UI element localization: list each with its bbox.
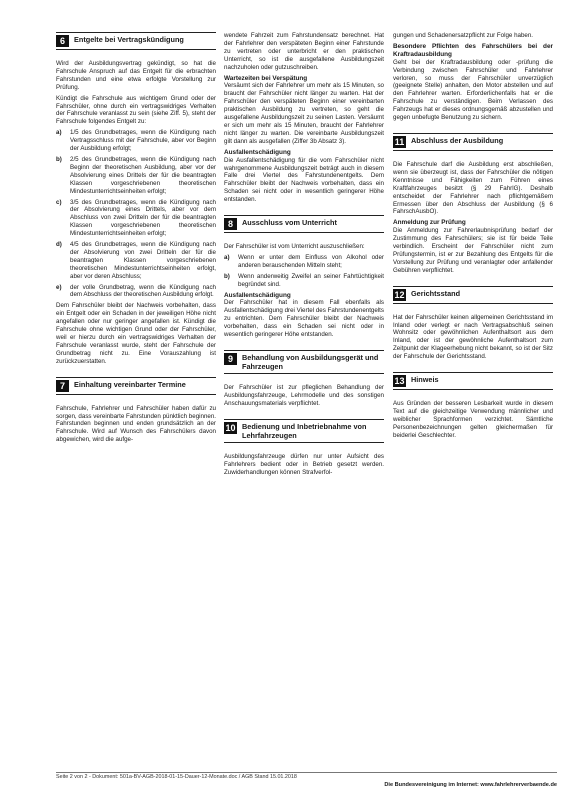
subheading: Ausfallentschädigung — [224, 148, 291, 156]
column-2 — [224, 32, 384, 479]
subheading: Ausfallentschädigung — [224, 291, 291, 299]
document-body — [56, 32, 557, 767]
list-text: der volle Grundbetrag, wenn die Kündigung nach dem Abschluss der theoretischen Ausbildung erfolgt. — [70, 283, 216, 299]
section-number: 9 — [224, 353, 237, 365]
section-number: 7 — [56, 380, 69, 392]
section-9-header — [224, 350, 384, 374]
paragraph: Ausbildungsfahrzeuge dürfen nur unter Aufsicht des Fahrlehrers bedient oder in Betrieb gesetzt werden. Zuwiderhandlungen können Strafverfol- — [224, 452, 384, 476]
list-item — [56, 156, 216, 196]
list-label: a) — [56, 129, 62, 137]
list-text: 1/5 des Grundbetrages, wenn die Kündigung nach Vertragsschluss mit der Fahrschule, aber vor Beginn der Ausbildung erfolgt; — [70, 129, 216, 153]
column-3 — [393, 32, 553, 443]
section-12-header — [393, 286, 553, 304]
paragraph: Fahrschule, Fahrlehrer und Fahrschüler haben dafür zu sorgen, dass vereinbarte Fahrstunden pünktlich beginnen. Fahrstunden beginnen und enden grundsätzlich an der Fahrschule. Wird auf Wunsch des Fahrschülers davon abgewichen, wird die aufge- — [56, 404, 216, 444]
list-label: b) — [224, 272, 230, 280]
list-text: 2/5 des Grundbetrages, wenn die Kündigung nach Beginn der theoretischen Ausbildung, aber vor der Absolvierung eines Drittels der für die beantragten Klassen vorgeschriebenen theoretischen Mindestunterrichtseinheiten erfolgt; — [70, 155, 216, 195]
section-title: Behandlung von Ausbildungsgerät und Fahrzeugen — [242, 353, 379, 371]
list-item — [56, 129, 216, 153]
list-text: 4/5 des Grundbetrages, wenn die Kündigung nach der Absolvierung von zwei Dritteln der für die beantragten Klassen vorgeschriebenen theoretischen Mindestunterrichtseinheiten erfolgt, aber vor deren Abschluss; — [70, 241, 216, 280]
paragraph: Der Fahrschüler hat in diesem Fall ebenfalls als Ausfallentschädigung drei Viertel des Fahrstundenentgelts zu entrichten. Dem Fahrschüler bleibt der Nachweis vorbehalten, dass ein Schaden sei nicht oder in wesentlich geringerer Höhe entstanden. — [224, 299, 384, 339]
document-reference: Seite 2 von 2 - Dokument: 501a-BV-AGB-2018-01-15-Dauer-12-Monate.doc / AGB Stand 15.01.2018 — [56, 774, 297, 780]
list-label: a) — [224, 253, 230, 261]
paragraph: Die Fahrschule darf die Ausbildung erst abschließen, wenn sie überzeugt ist, dass der Fahrschüler die nötigen Kenntnisse und Fähigkeiten zum Führen eines Kraftfahrzeuges besitzt (§ 29 FahrlG). Deshalb entscheidet der Fahrlehrer nach pflichtgemäßem Ermessen über den Abschluss der Ausbildung (§ 6 FahrschAusbO). — [393, 160, 553, 216]
section-11-header — [393, 133, 553, 151]
list-item — [224, 254, 384, 270]
paragraph: wendete Fahrzeit zum Fahrstundensatz berechnet. Hat der Fahrlehrer den verspäteten Beginn einer Fahrstunde zu vertreten oder unterbricht er den praktischen Unterricht, so ist die ausgefallene Ausbildungszeit nachzuholen oder gutzuschreiben. — [224, 32, 384, 71]
paragraph: Der Fahrschüler ist zur pfleglichen Behandlung der Ausbildungsfahrzeuge, Lehrmodelle und des sonstigen Anschauungsmaterials verpflichtet. — [224, 384, 384, 407]
paragraph: Dem Fahrschüler bleibt der Nachweis vorbehalten, dass ein Entgelt oder ein Schaden in der jeweiligen Höhe nicht angefallen oder nur geringer angefallen ist. Kündigt die Fahrschule ohne wichtigen Grund oder der Fahrschüler, weil er hierzu durch ein vertragswidriges Verhalten der Fahrschule veranlasst wurde, steht der Fahrschule der Grundbetrag nicht zu. Eine Vorauszahlung ist zurückzuerstatten. — [56, 302, 216, 365]
list-text: 3/5 des Grundbetrages, wenn die Kündigung nach der Absolvierung eines Drittels, aber vor dem Abschluss von zwei Dritteln der für die beantragten Klassen vorgeschriebenen theoretischen Mindestunterrichtseinheiten erfolgt; — [70, 198, 216, 238]
section-7-header — [56, 377, 216, 395]
paragraph: Die Ausfallentschädigung für die vom Fahrschüler nicht wahrgenommene Ausbildungszeit beträgt auch in diesem Falle drei Viertel des Fahrstundenentgelts. Dem Fahrschüler bleibt der Nachweis vorbehalten, dass ein Schaden sei nicht oder in wesentlich geringerer Höhe entstanden. — [224, 156, 384, 204]
section-6-header — [56, 32, 216, 50]
section-title: Ausschluss vom Unterricht — [242, 218, 337, 228]
subheading: Anmeldung zur Prüfung — [393, 219, 466, 227]
list-item — [56, 241, 216, 281]
list-label: c) — [56, 198, 62, 206]
list-text: Wenn er unter dem Einfluss von Alkohol oder anderen berauschenden Mitteln steht; — [238, 253, 384, 269]
column-1 — [56, 32, 216, 447]
section-title: Abschluss der Ausbildung — [411, 135, 504, 145]
paragraph: Versäumt sich der Fahrlehrer um mehr als 15 Minuten, so braucht der Fahrschüler nicht länger zu warten. Hat der Fahrschüler den verspäteten Beginn einer vereinbarten praktischen Ausbildung zu vertreten, so geht die ausgefallene Ausbildungszeit zu seinen Lasten. Versäumt er sich um mehr als 15 Minuten, braucht der Fahrlehrer nicht länger zu warten. Die vereinbarte Ausbildungszeit gilt dann als ausgefallen (Ziffer 3b Absatz 3). — [224, 82, 384, 145]
paragraph: Aus Gründen der besseren Lesbarkeit wurde in diesem Text auf die gleichzeitige Verwendung männlicher und weiblicher Sprachformen verzichtet. Sämtliche Personenbezeichnungen gelten gleichermaßen für beiderlei Geschlechter. — [393, 400, 553, 439]
paragraph: Wird der Ausbildungsvertrag gekündigt, so hat die Fahrschule Anspruch auf das Entgelt für die erbrachten Fahrstunden und eine etwa erfolgte Vorstellung zur Prüfung. — [56, 60, 216, 91]
list-item — [56, 284, 216, 300]
section-number: 6 — [56, 35, 69, 47]
list-label: b) — [56, 155, 62, 163]
section-title: Hinweis — [411, 375, 439, 385]
section-8-header — [224, 215, 384, 233]
paragraph: Die Anmeldung zur Fahrerlaubnisprüfung bedarf der Zustimmung des Fahrschülers; sie ist für beide Teile verbindlich. Erscheint der Fahrschüler nicht zum Prüfungstermin, ist er zur Bezahlung des Entgelts für die Vorstellung zur Prüfung und veranlagter oder anfallender Gebühren verpflichtet. — [393, 227, 553, 274]
subheading: Wartezeiten bei Verspätung — [224, 74, 308, 82]
section-number: 11 — [394, 136, 405, 147]
section-number: 8 — [224, 218, 237, 230]
section-title: Bedienung und Inbetriebnahme von Lehrfahrzeugen — [242, 421, 367, 440]
section-title: Entgelte bei Vertragskündigung — [74, 35, 184, 44]
list-item — [224, 273, 384, 289]
paragraph: gungen und Schadenersatzpflicht zur Folge haben. — [393, 32, 534, 39]
section-title: Gerichtsstand — [411, 288, 461, 298]
list-text: Wenn anderweitig Zweifel an seiner Fahrtüchtigkeit begründet sind. — [238, 272, 384, 288]
paragraph: Der Fahrschüler ist vom Unterricht auszuschließen: — [224, 243, 365, 251]
section-13-header — [393, 372, 553, 390]
section-number: 10 — [225, 422, 236, 433]
section-number: 13 — [394, 376, 405, 387]
list-item — [56, 199, 216, 239]
website-line: Die Bundesvereinigung im Internet: www.fahrlehrerverbaende.de — [384, 782, 557, 788]
page-footer — [56, 772, 557, 789]
section-title: Einhaltung vereinbarter Termine — [74, 379, 186, 389]
paragraph: Hat der Fahrschüler keinen allgemeinen Gerichtsstand im Inland oder verlegt er nach Vertragsabschluß seinen Wohnsitz oder gewöhnlichen Aufenthaltsort aus dem Inland, oder ist der gewöhnliche Aufenthaltsort zum Zeitpunkt der Klageerhebung nicht bekannt, so ist der Sitz der Fahrschule der Gerichtsstand. — [393, 313, 553, 361]
paragraph: Geht bei der Kraftradausbildung oder -prüfung die Verbindung zwischen Fahrschüler und Fahrlehrer verloren, so muss der Fahrschüler unverzüglich (geeignete Stelle) anhalten, den Motor abstellen und auf den Fahrlehrer warten. Erforderlichenfalls hat er die Fahrschule zu verständigen. Beim Verlassen des Fahrzeugs hat er dieses ordnungsgemäß abzustellen und gegen unbefugte Benutzung zu sichern. — [393, 58, 553, 122]
list-label: e) — [56, 283, 62, 291]
list-label: d) — [56, 241, 62, 249]
section-10-header — [224, 419, 384, 443]
section-number: 12 — [394, 289, 405, 300]
paragraph: Kündigt die Fahrschule aus wichtigem Grund oder der Fahrschüler, ohne durch ein vertragswidriges Verhalten der Fahrschule veranlasst zu sein (siehe Ziff. 5), steht der Fahrschule folgendes Entgelt zu: — [56, 94, 216, 126]
subheading: Besondere Pflichten des Fahrschülers bei der Kraftradausbildung — [393, 42, 553, 58]
